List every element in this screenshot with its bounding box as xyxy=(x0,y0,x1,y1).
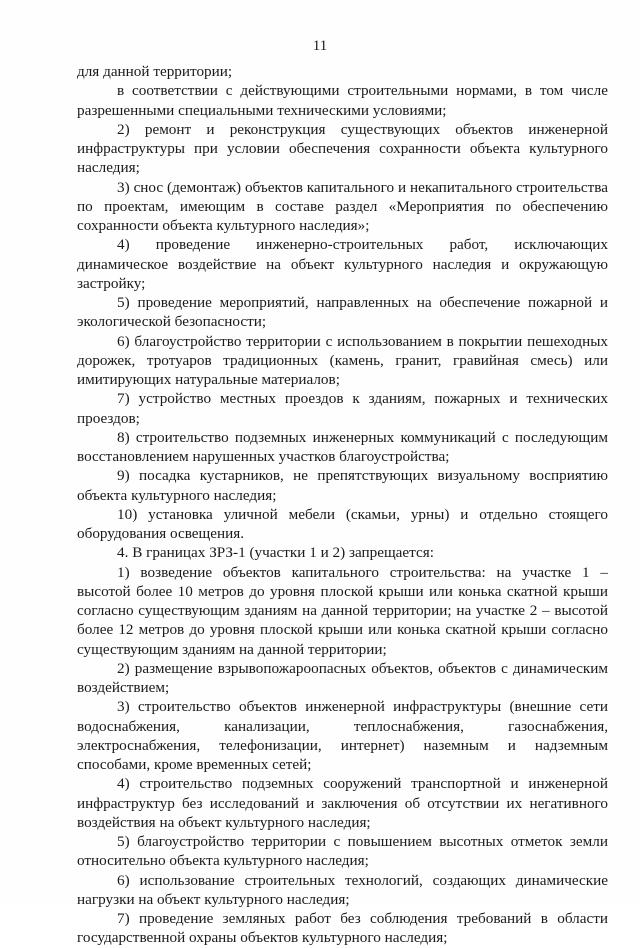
paragraph: 6) использование строительных технологий, создающих динамические нагрузки на объект культурного наследия; xyxy=(77,871,608,908)
paragraph: 10) установка уличной мебели (скамьи, урны) и отдельно стоящего оборудования освещения. xyxy=(77,505,608,542)
paragraph: для данной территории; xyxy=(77,63,233,80)
paragraph: 2) ремонт и реконструкция существующих объектов инженерной инфраструктуры при условии обеспечения сохранности объекта культурного наследия; xyxy=(77,120,608,177)
paragraph: в соответствии с действующими строительными нормами, в том числе разрешенными специальными техническими условиями; xyxy=(77,82,608,119)
paragraph: 2) размещение взрывопожароопасных объектов, объектов с динамическим воздействием; xyxy=(77,659,608,696)
paragraph: 4) проведение инженерно-строительных работ, исключающих динамическое воздействие на объект культурного наследия и окружающую застройку; xyxy=(77,236,608,292)
paragraph: 7) проведение земляных работ без соблюдения требований в области государственной охраны объектов культурного наследия; xyxy=(77,910,608,947)
page-number: 11 xyxy=(312,38,328,54)
paragraph: 6) благоустройство территории с использованием в покрытии пешеходных дорожек, тротуаров традиционных (камень, гранит, гравийная смесь) или имитирующих натуральные материалов; xyxy=(77,332,608,388)
paragraph: 4) строительство подземных сооружений транспортной и инженерной инфраструктур без исследований и заключения об отсутствии их негативного воздействия на объект культурного наследия; xyxy=(77,775,608,831)
paragraph: 3) снос (демонтаж) объектов капитального и некапитального строительства по проектам, имеющим в составе раздел «Мероприятия по обеспечению сохранности объекта культурного наследия»; xyxy=(77,178,608,234)
paragraph: 5) проведение мероприятий, направленных на обеспечение пожарной и экологической безопасности; xyxy=(77,294,608,331)
paragraph: 8) строительство подземных инженерных коммуникаций с последующим восстановлением нарушенных участков благоустройства; xyxy=(77,428,608,465)
section-heading: 4. В границах ЗРЗ-1 (участки 1 и 2) запрещается: xyxy=(117,544,434,562)
paragraph: 3) строительство объектов инженерной инфраструктуры (внешние сети водоснабжения, канализации, теплоснабжения, газоснабжения, электроснабжения, телефонизации, интернет) наземным и надземным способами, кроме временных сетей; xyxy=(77,698,608,773)
document-body xyxy=(77,62,608,948)
paragraph: 5) благоустройство территории с повышением высотных отметок земли относительно объекта культурного наследия; xyxy=(77,833,608,870)
paragraph: 7) устройство местных проездов к зданиям, пожарных и технических проездов; xyxy=(77,390,608,427)
paragraph: 9) посадка кустарников, не препятствующих визуальному восприятию объекта культурного наследия; xyxy=(77,467,608,504)
paragraph: 1) возведение объектов капитального строительства: на участке 1 – высотой более 10 метров до уровня плоской крыши или конька скатной крыши согласно существующим зданиям на данной территории; на участке 2 – высотой более 12 метров до уровня плоской крыши или конька скатной крыши согласно существующим зданиям на данной территории; xyxy=(77,563,608,658)
